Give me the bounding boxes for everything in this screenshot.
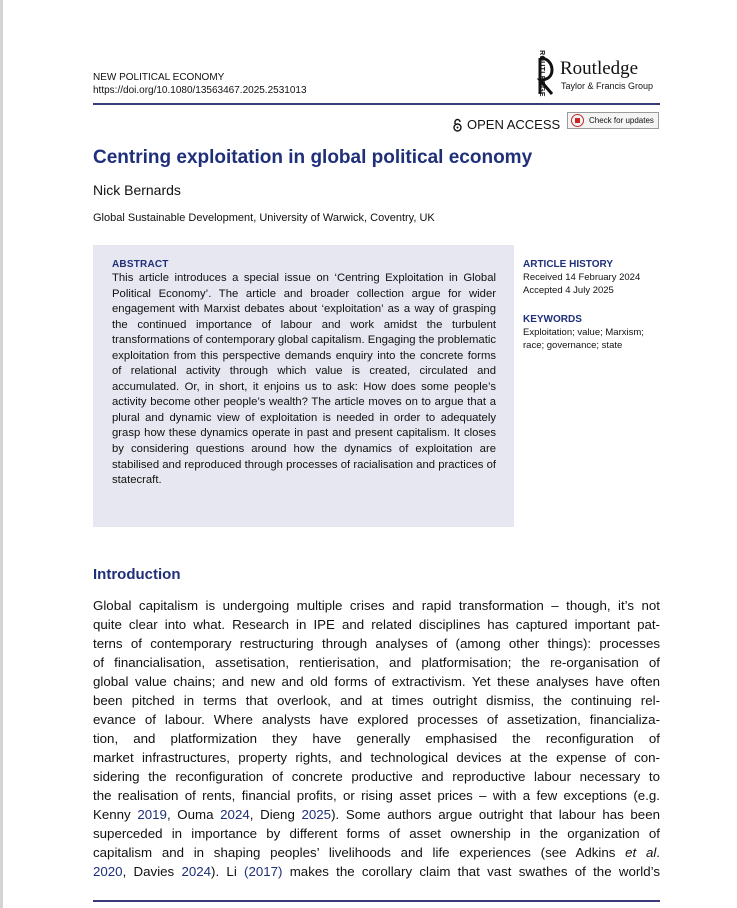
- doi-link[interactable]: https://doi.org/10.1080/13563467.2025.2531013: [93, 85, 307, 96]
- body-line: superceded in importance by different forms of asset ownership in the organization of: [93, 826, 660, 841]
- body-text-span: .: [656, 845, 660, 860]
- body-text-span: , Dieng: [249, 807, 302, 822]
- crossmark-icon: [571, 114, 584, 127]
- abstract-text: This article introduces a special issue on ‘Centring Exploitation in Global Political Economy’. The article and broader collection argue for wider engagement with Marxist debates about ‘exploitation’ as a way of grasping the continued importance of labour and work amidst the turbulent transformations of contemporary global capitalism. Engaging the problematic exploitation from this perspective demands enquiry into the concrete forms of relational activity through which value is created, circulated and accumulated. Or, in short, it enjoins us to ask: How does some people’s activity become other people’s wealth? The article moves on to argue that a plural and dynamic view of exploitation is needed in order to adequately grasp how these dynamics operate in past and present capitalism. It closes by considering questions around how the dynamics of exploitation are stabilised and reproduced through processes of racialisation and practices of statecraft.: [112, 272, 496, 487]
- publisher-group: Taylor & Francis Group: [561, 81, 654, 91]
- body-line: been pitched in terms that overlook, and at times outright dismiss, the continuing rel-: [93, 693, 660, 708]
- check-updates-label: Check for updates: [589, 116, 654, 125]
- body-line: quite clear into what. Research in IPE and related disciplines has captured important pat-: [93, 617, 660, 632]
- publisher-logo[interactable]: [526, 50, 666, 97]
- abstract-box: [93, 245, 514, 527]
- received-date: Received 14 February 2024: [523, 272, 641, 283]
- article-title: Centring exploitation in global political economy: [93, 147, 533, 168]
- body-line: [93, 862, 660, 881]
- section-heading-introduction: Introduction: [93, 566, 181, 583]
- keywords-line: Exploitation; value; Marxism;: [523, 327, 644, 338]
- body-line: of financialisation, assetisation, rentierisation, and platformisation; the re-organisation of: [93, 655, 660, 670]
- journal-info: [93, 71, 307, 97]
- keywords-heading: KEYWORDS: [523, 314, 582, 325]
- page-edge: [0, 0, 3, 908]
- introduction-body: [93, 596, 660, 881]
- citation-link[interactable]: 2020: [93, 864, 123, 879]
- open-lock-icon: [452, 118, 463, 132]
- body-line: evance of labour. Where analysts have explored processes of assetization, financializa-: [93, 712, 660, 727]
- citation-link[interactable]: 2024: [220, 807, 250, 822]
- keywords-line: race; governance; state: [523, 340, 623, 351]
- publisher-name: Routledge: [560, 58, 639, 79]
- body-line: [93, 805, 660, 824]
- body-line: tion, and platformization they have generally emphasised the reconfiguration of: [93, 731, 660, 746]
- body-text-span: ). Some authors argue outright that labour has been: [331, 807, 660, 822]
- author-affiliation: Global Sustainable Development, University of Warwick, Coventry, UK: [93, 212, 435, 224]
- citation-link[interactable]: 2019: [137, 807, 167, 822]
- body-line: terns of contemporary restructuring through analyses of (among other things): processes: [93, 636, 660, 651]
- body-line: sidering the reconfiguration of concrete productive and reproductive labour necessary to: [93, 769, 660, 784]
- open-access-badge: [452, 117, 560, 132]
- author-name[interactable]: Nick Bernards: [93, 182, 181, 198]
- routledge-emblem-icon: [526, 50, 554, 97]
- citation-link[interactable]: 2025: [301, 807, 332, 822]
- citation-link[interactable]: 2024: [181, 864, 212, 879]
- body-line: Global capitalism is undergoing multiple crises and rapid transformation – though, it’s not: [93, 598, 660, 613]
- body-line: global value chains; and new and old forms of extractivism. Yet these analyses have often: [93, 674, 660, 689]
- open-access-label: OPEN ACCESS: [467, 117, 561, 132]
- body-line: the realisation of rents, financial profits, or rising asset prices – with a few exceptions (e.g.: [93, 788, 660, 803]
- history-heading: ARTICLE HISTORY: [523, 259, 614, 270]
- body-text-span: , Davies: [122, 864, 182, 879]
- keywords: [523, 313, 663, 352]
- body-text-span: capitalism and in shaping peoples’ livelihoods and life experiences (see Adkins: [93, 845, 626, 860]
- accepted-date: Accepted 4 July 2025: [523, 285, 614, 296]
- article-history: [523, 258, 663, 297]
- emblem-text: ROUTLEDGE: [537, 50, 545, 97]
- body-line: market infrastructures, property rights, and technological devices at the expense of con-: [93, 750, 660, 765]
- citation-link[interactable]: (2017): [244, 864, 283, 879]
- et-al: et al: [625, 845, 657, 860]
- body-text-span: Kenny: [93, 807, 138, 822]
- body-text-span: ). Li: [211, 864, 245, 879]
- abstract-heading: ABSTRACT: [112, 259, 169, 270]
- header-divider: [93, 103, 660, 105]
- body-text-span: makes the corollary claim that vast swathes of the world’s: [282, 864, 660, 879]
- footer-divider: [93, 900, 660, 902]
- check-for-updates-button[interactable]: [567, 112, 659, 129]
- body-line: [93, 843, 660, 862]
- journal-name: NEW POLITICAL ECONOMY: [93, 72, 225, 83]
- body-text-span: , Ouma: [166, 807, 221, 822]
